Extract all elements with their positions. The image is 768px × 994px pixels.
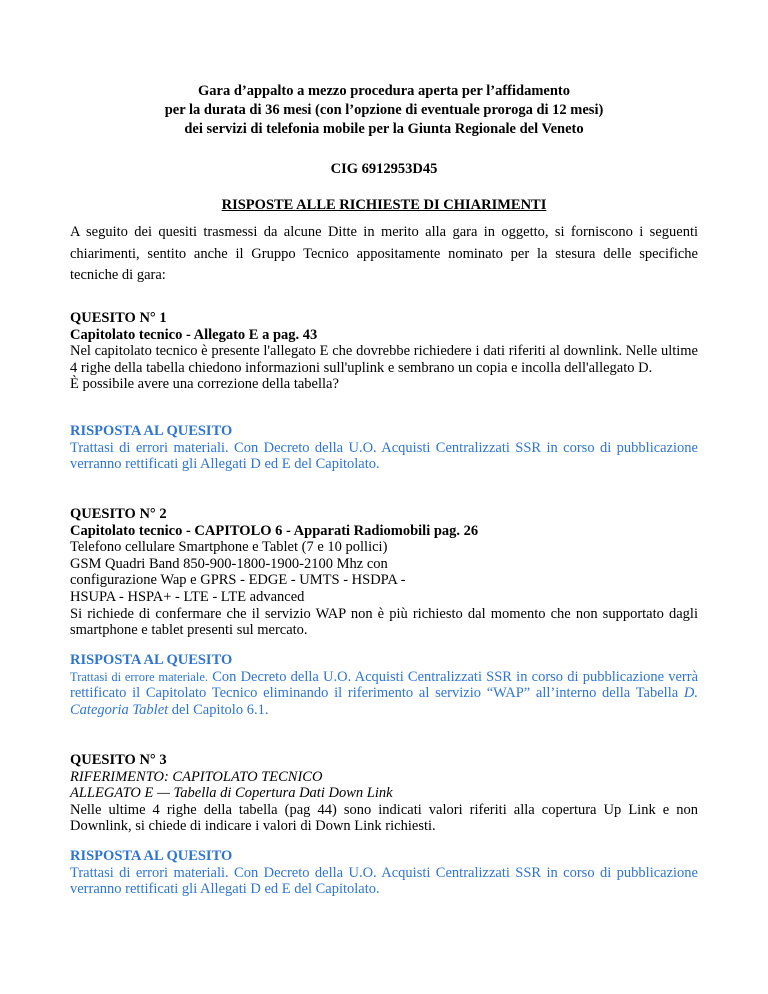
quesito-question: È possibile avere una correzione della tabella? xyxy=(70,376,339,393)
quesito-body: Si richiede di confermare che il servizio WAP non è più richiesto dal momento che non supportato dagli smartphone e tablet presenti sul mercato. xyxy=(70,605,698,639)
quesito-title: QUESITO N° 2 xyxy=(70,506,167,522)
response-text-end: del Capitolo 6.1. xyxy=(171,701,269,718)
quesito-1 xyxy=(70,310,698,393)
risposta-3 xyxy=(70,848,698,898)
quesito-reference: ALLEGATO E — Tabella di Copertura Dati Down Link xyxy=(70,785,393,802)
risposta-2 xyxy=(70,652,698,718)
response-label: RISPOSTA AL QUESITO xyxy=(70,652,233,668)
quesito-line: HSUPA - HSPA+ - LTE - LTE advanced xyxy=(70,588,305,605)
cig-code: CIG 6912953D45 xyxy=(330,161,438,177)
response-text-italic: D. Categoria Tablet xyxy=(70,685,699,718)
title-line: dei servizi di telefonia mobile per la Giunta Regionale del Veneto xyxy=(184,121,584,137)
response-text xyxy=(70,669,698,719)
quesito-line: Telefono cellulare Smartphone e Tablet (7 e 10 pollici) xyxy=(70,539,388,556)
response-text-small: Trattasi di errore materiale. xyxy=(70,669,208,684)
intro-paragraph: A seguito dei quesiti trasmessi da alcune Ditte in merito alla gara in oggetto, si forniscono i seguenti chiarimenti, sentito anche il Gruppo Tecnico appositamente nominato per la stesura delle specifiche tecniche di gara: xyxy=(70,224,698,283)
document-title xyxy=(70,82,698,139)
title-line: per la durata di 36 mesi (con l’opzione di eventuale proroga di 12 mesi) xyxy=(164,102,604,118)
response-label: RISPOSTA AL QUESITO xyxy=(70,848,233,864)
quesito-reference: RIFERIMENTO: CAPITOLATO TECNICO xyxy=(70,768,323,785)
quesito-3 xyxy=(70,752,698,835)
quesito-line: GSM Quadri Band 850-900-1800-1900-2100 Mhz con xyxy=(70,555,388,572)
response-text: Trattasi di errori materiali. Con Decreto della U.O. Acquisti Centralizzati SSR in corso di pubblicazione verranno rettificati gli Allegati D ed E del Capitolato. xyxy=(70,864,698,898)
quesito-body: Nel capitolato tecnico è presente l'allegato E che dovrebbe richiedere i dati riferiti al downlink. Nelle ultime 4 righe della tabella chiedono informazioni sull'uplink e sembrano un copia e incolla dell'allegato D. xyxy=(70,343,698,376)
quesito-title: QUESITO N° 3 xyxy=(70,752,167,768)
section-heading: RISPOSTE ALLE RICHIESTE DI CHIARIMENTI xyxy=(221,197,547,213)
quesito-subtitle: Capitolato tecnico - Allegato E a pag. 43 xyxy=(70,326,318,343)
quesito-2 xyxy=(70,506,698,639)
response-label: RISPOSTA AL QUESITO xyxy=(70,423,233,439)
quesito-body: Nelle ultime 4 righe della tabella (pag 44) sono indicati valori riferiti alla copertura Up Link e non Downlink, si chiede di indicare i valori di Down Link richiesti. xyxy=(70,801,698,835)
response-text-main: Con Decreto della U.O. Acquisti Centralizzati SSR in corso di pubblicazione verrà rettificato il Capitolato Tecnico eliminando il riferimento al servizio “WAP” all’interno della Tabella xyxy=(70,668,699,702)
quesito-line: configurazione Wap e GPRS - EDGE - UMTS - HSDPA - xyxy=(70,572,406,589)
risposta-1 xyxy=(70,423,698,473)
title-line: Gara d’appalto a mezzo procedura aperta per l’affidamento xyxy=(198,83,570,99)
quesito-title: QUESITO N° 1 xyxy=(70,310,167,326)
response-text: Trattasi di errori materiali. Con Decreto della U.O. Acquisti Centralizzati SSR in corso di pubblicazione verranno rettificati gli Allegati D ed E del Capitolato. xyxy=(70,439,698,473)
quesito-subtitle: Capitolato tecnico - CAPITOLO 6 - Apparati Radiomobili pag. 26 xyxy=(70,522,479,539)
